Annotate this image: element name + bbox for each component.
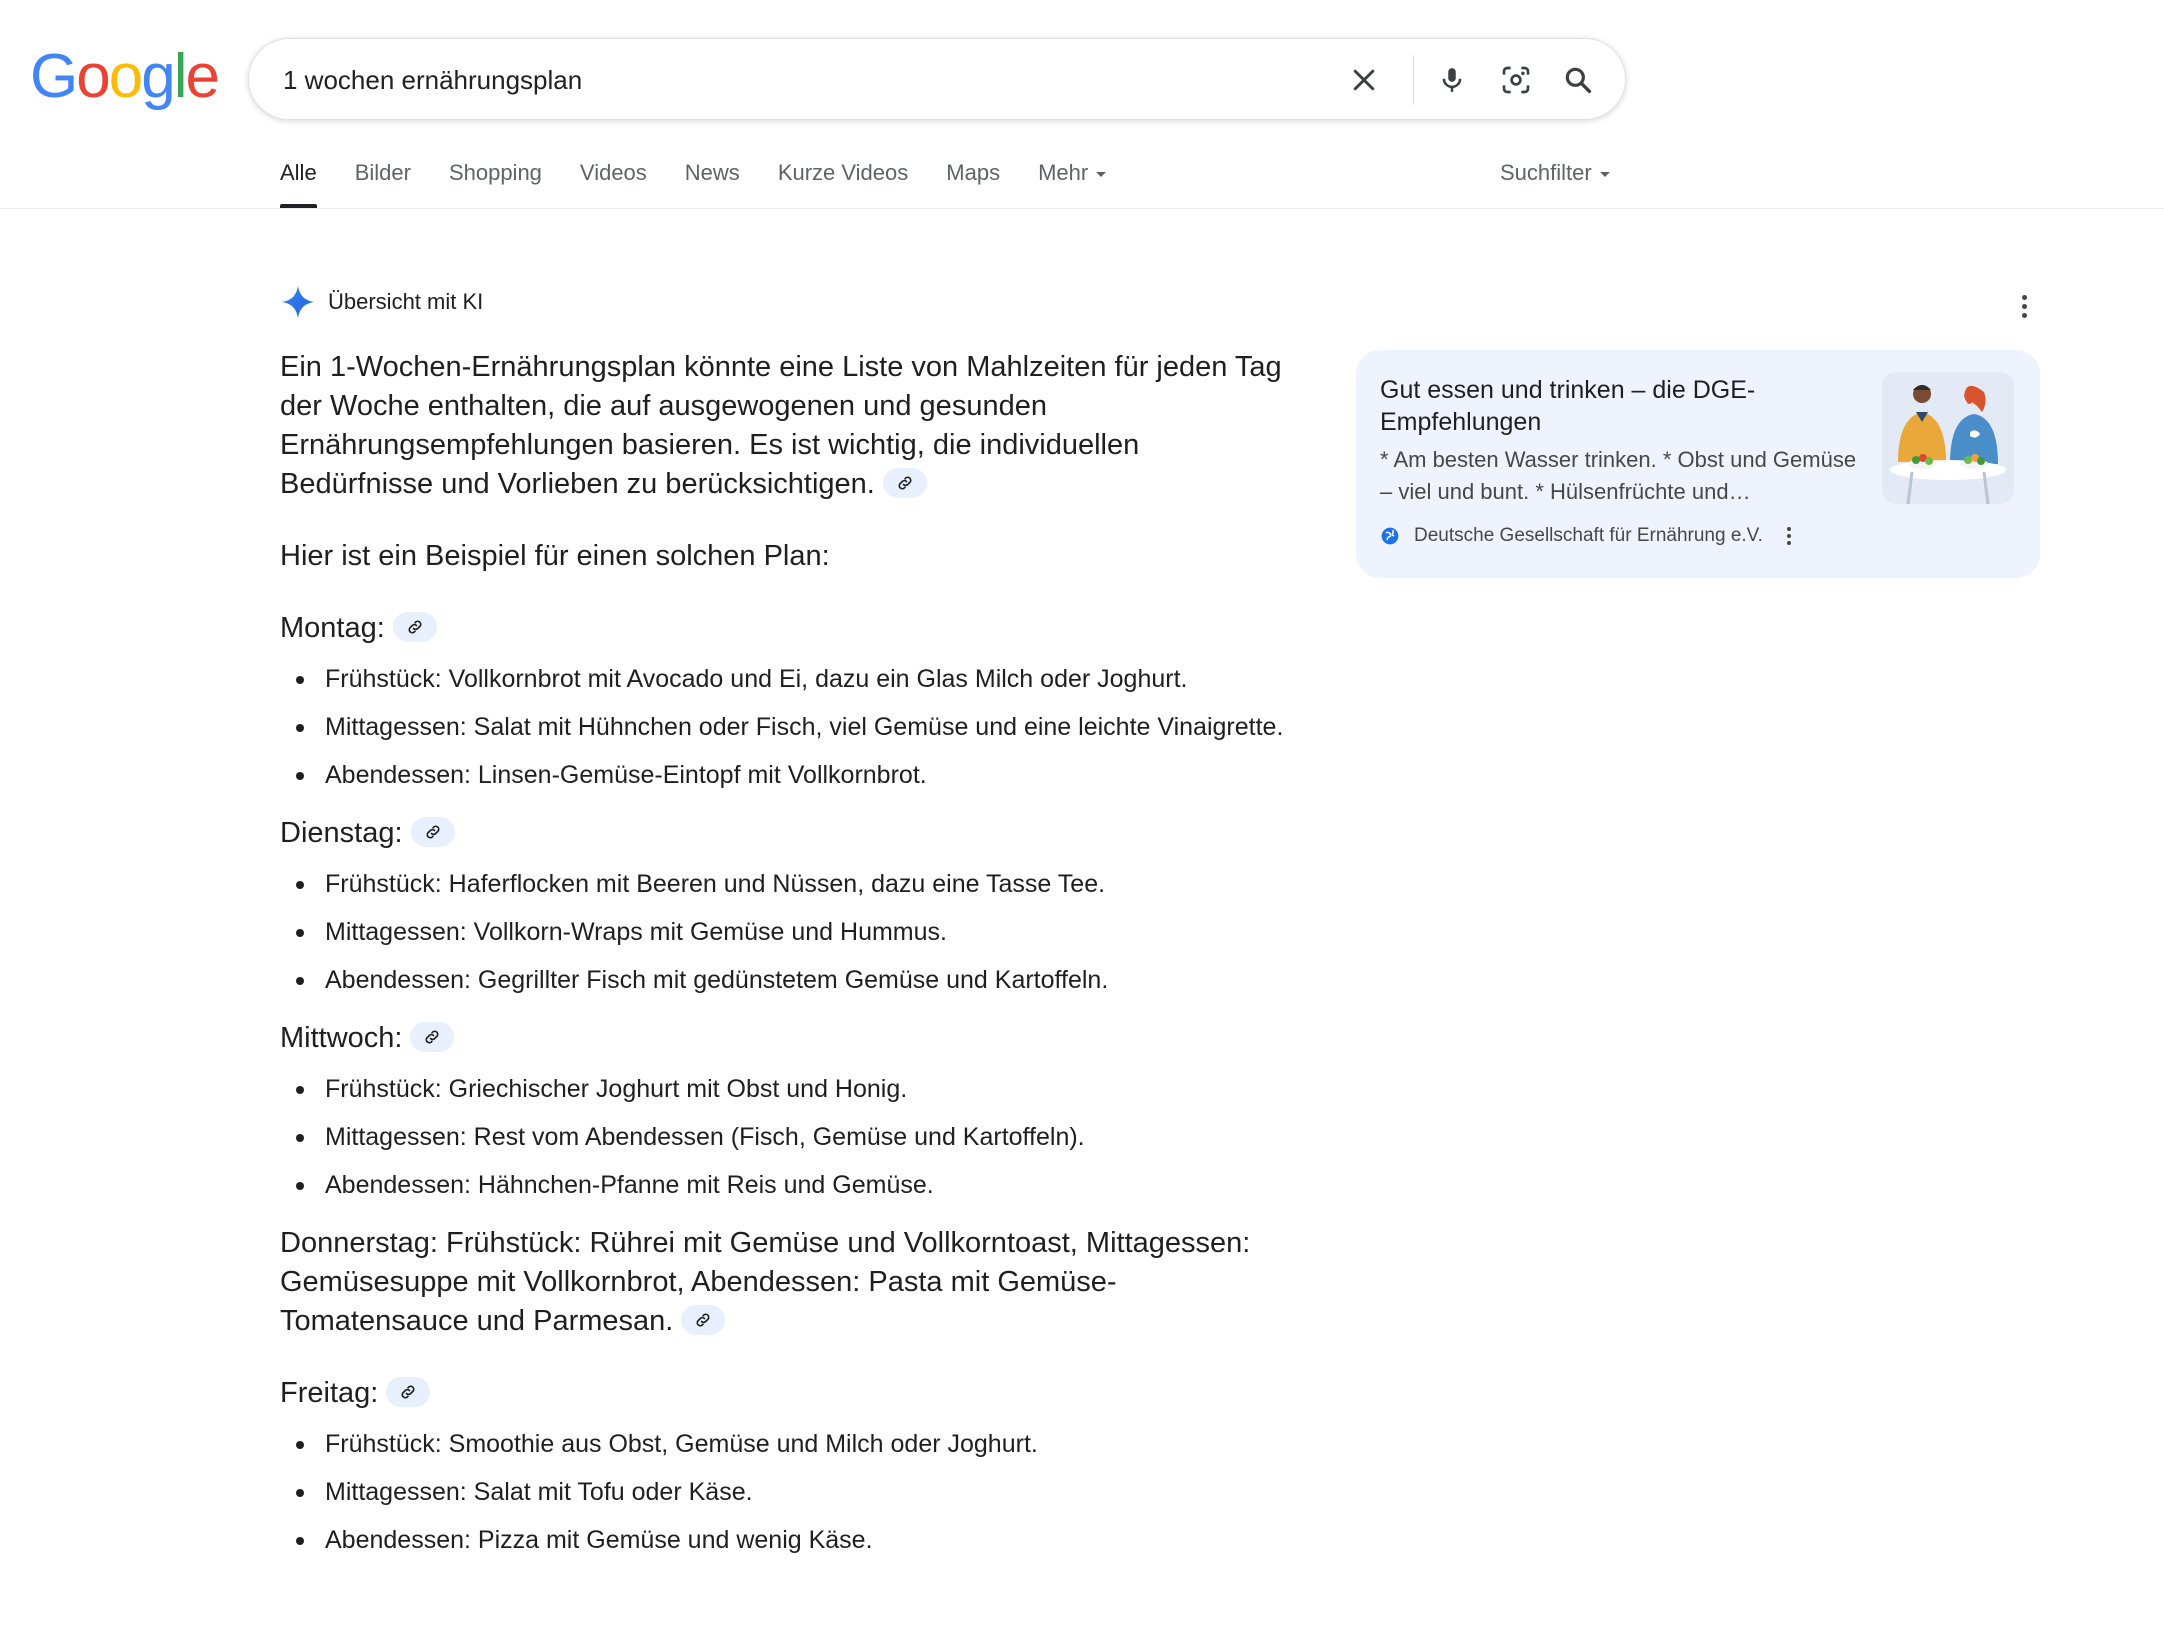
search-tools-label: Suchfilter [1500,160,1592,185]
image-search-button[interactable] [1491,55,1541,105]
day-heading-dienstag [280,814,1300,853]
list-item: Abendessen: Linsen-Gemüse-Eintopf mit Vollkornbrot. [280,757,1300,793]
globe-icon [1380,526,1400,546]
source-card-title[interactable]: Gut essen und trinken – die DGE-Empfehlungen [1380,376,1756,436]
day-name: Mittwoch: [280,1022,403,1054]
more-vert-icon [1787,527,1791,531]
citation-link-button[interactable] [393,612,437,642]
source-card-thumbnail[interactable] [1882,372,2014,504]
thursday-text: Donnerstag: Frühstück: Rührei mit Gemüse und Vollkorntoast, Mittagessen: Gemüsesuppe mit Vollkornbrot, Abendessen: Pasta mit Gemüse-Tomatensauce und Parmesan. [280,1227,1251,1337]
chevron-down-icon [1600,172,1610,177]
tab-short-videos[interactable]: Kurze Videos [777,160,909,185]
source-name: Deutsche Gesellschaft für Ernährung e.V. [1414,525,1763,546]
tab-more[interactable] [1038,150,1106,210]
list-item: Abendessen: Gegrillter Fisch mit gedünstetem Gemüse und Kartoffeln. [280,962,1300,998]
gemini-sparkle-icon [280,284,316,320]
citation-link-button[interactable] [410,1022,454,1052]
day-heading-montag [280,609,1300,648]
search-box[interactable] [248,38,1626,120]
tab-maps[interactable]: Maps [946,160,1001,185]
list-item: Mittagessen: Rest vom Abendessen (Fisch, Gemüse und Kartoffeln). [280,1119,1300,1155]
more-vert-icon-dot [2022,313,2027,318]
ai-overview-more-options-button[interactable] [2012,290,2036,322]
day-thursday-paragraph [280,1224,1300,1341]
source-card-attribution [1380,524,1795,548]
citation-link-button[interactable] [411,817,455,847]
list-item: Frühstück: Vollkornbrot mit Avocado und Ei, dazu ein Glas Milch oder Joghurt. [280,661,1300,697]
list-item: Mittagessen: Salat mit Hühnchen oder Fisch, viel Gemüse und eine leichte Vinaigrette. [280,709,1300,745]
more-vert-icon-dot [1787,541,1791,545]
ai-overview-header [280,284,483,320]
list-item: Mittagessen: Salat mit Tofu oder Käse. [280,1474,1300,1510]
voice-search-button[interactable] [1427,55,1477,105]
people-eating-illustration [1882,372,2014,504]
tab-videos[interactable]: Videos [579,160,647,185]
citation-link-button[interactable] [883,468,927,498]
microphone-icon [1437,65,1467,95]
source-more-options-button[interactable] [1783,524,1795,548]
link-icon [694,1311,712,1329]
chevron-down-icon [1096,172,1106,177]
list-item: Frühstück: Griechischer Joghurt mit Obst und Honig. [280,1071,1300,1107]
citation-link-button[interactable] [386,1377,430,1407]
logo-letter: g [141,42,174,111]
source-card[interactable] [1356,350,2040,578]
link-icon [423,1028,441,1046]
tab-shopping[interactable]: Shopping [448,160,542,185]
tab-all[interactable]: Alle [280,150,317,210]
ai-overview-content [280,348,1300,1570]
tab-news[interactable]: News [684,160,740,185]
google-logo[interactable] [30,42,218,111]
day-name: Dienstag: [280,817,403,849]
day-name: Montag: [280,612,385,644]
logo-letter: l [173,42,186,111]
meal-list [280,1071,1300,1203]
ai-overview-intro: Hier ist ein Beispiel für einen solchen Plan: [280,540,830,572]
search-tools-button[interactable] [1500,150,1610,196]
search-box-divider [1413,55,1414,105]
list-item: Abendessen: Hähnchen-Pfanne mit Reis und Gemüse. [280,1167,1300,1203]
close-icon [1349,65,1379,95]
link-icon [399,1383,417,1401]
tab-more-label: Mehr [1038,160,1089,185]
ai-overview-title: Übersicht mit KI [328,289,484,314]
list-item: Frühstück: Haferflocken mit Beeren und Nüssen, dazu eine Tasse Tee. [280,866,1300,902]
link-icon [424,823,442,841]
search-tabs [280,150,1144,210]
ai-overview-lead [280,348,1300,504]
link-icon [896,474,914,492]
tab-images[interactable]: Bilder [354,160,411,185]
logo-letter: o [108,42,142,111]
search-button[interactable] [1553,55,1603,105]
list-item: Abendessen: Pizza mit Gemüse und wenig Käse. [280,1522,1300,1558]
logo-letter: o [76,42,109,111]
link-icon [406,618,424,636]
more-vert-icon-dot [2022,304,2027,309]
logo-letter: e [185,42,218,111]
day-heading-mittwoch [280,1019,1300,1058]
lead-text: Ein 1-Wochen-Ernährungsplan könnte eine Liste von Mahlzeiten für jeden Tag der Woche enthalten, die auf ausgewogenen und gesunden Ernährungsempfehlungen basieren. Es ist wichtig, die individuellen Bedürfnisse und Vorlieben zu berücksichtigen. [280,351,1282,500]
more-vert-icon [2022,295,2027,300]
day-name: Freitag: [280,1377,379,1409]
meal-list [280,1426,1300,1558]
search-icon [1562,64,1594,96]
source-card-snippet: * Am besten Wasser trinken. * Obst und Gemüse – viel und bunt. * Hülsenfrüchte und… [1380,447,1857,504]
list-item: Frühstück: Smoothie aus Obst, Gemüse und Milch oder Joghurt. [280,1426,1300,1462]
meal-list [280,866,1300,998]
camera-lens-icon [1500,64,1532,96]
meal-list [280,661,1300,793]
more-vert-icon-dot [1787,534,1791,538]
logo-letter: G [30,42,77,111]
search-input[interactable]: 1 wochen ernährungsplan [283,65,583,95]
header-divider [0,208,2164,209]
clear-search-button[interactable] [1339,55,1389,105]
list-item: Mittagessen: Vollkorn-Wraps mit Gemüse und Hummus. [280,914,1300,950]
citation-link-button[interactable] [681,1305,725,1335]
day-heading-freitag [280,1374,1300,1413]
